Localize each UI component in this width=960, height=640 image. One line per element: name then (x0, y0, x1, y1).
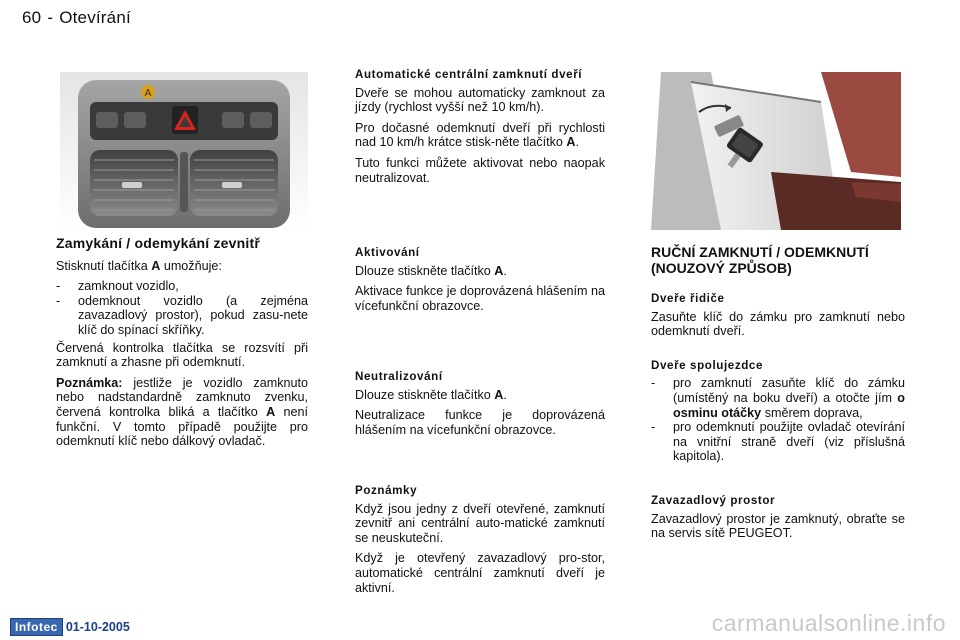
activation-text-2: Aktivace funkce je doprovázená hlášením na vícefunkční obrazovce. (355, 284, 605, 313)
notes-section (355, 484, 605, 601)
neutralization-text-1-post: . (503, 387, 507, 402)
auto-lock-text-2 (355, 121, 605, 150)
indicator-text: Červená kontrolka tlačítka se rozsvítí při zamknutí a zhasne při odemknutí. (56, 340, 308, 370)
footer-date: 01-10-2005 (65, 620, 130, 634)
section-heading-inside-locking: Zamykání / odemykání zevnitř (56, 235, 261, 251)
intro-text (56, 259, 308, 274)
activation-section (355, 246, 605, 319)
neutralization-text-2: Neutralizace funkce je doprovázená hlášením na vícefunkční obrazovce. (355, 408, 605, 437)
infotec-badge: Infotec (10, 618, 63, 636)
button-key-label: A (494, 387, 504, 402)
list-item: - pro odemknutí použijte ovladač otevírání na vnitřní straně dveří (viz příslušná kapitola). (651, 420, 905, 464)
list-item: - odemknout vozidlo (a zejména zavazadlový prostor), pokud zasu-nete klíč do spínací skříňky. (56, 294, 308, 338)
list-item (651, 376, 905, 420)
header-separator: - (47, 8, 54, 27)
button-key-label: A (566, 135, 576, 150)
button-key-label: A (151, 258, 161, 273)
page-title: Otevírání (59, 8, 131, 27)
note-text (56, 376, 308, 449)
left-column (56, 236, 308, 455)
neutralization-section (355, 370, 605, 443)
watermark: carmanualsonline.info (711, 610, 946, 636)
svg-text:A: A (144, 88, 152, 99)
list-item-post: směrem doprava, (764, 405, 863, 420)
note-post: není funkční. V tomto případě použijte pro odemknutí klíč nebo dálkový ovladač. (56, 404, 309, 449)
notes-text-2: Když je otevřený zavazadlový pro-stor, automatické centrální zamknutí dveří je aktivní. (355, 551, 605, 595)
note-key-label: A (266, 404, 276, 419)
intro-pre: Stisknutí tlačítka (56, 258, 148, 273)
notes-text-1: Když jsou jedny z dveří otevřené, zamknutí zevnitř ani centrální auto-matické zamknutí se neuskuteční. (355, 501, 605, 545)
activation-text-1-pre: Dlouze stiskněte tlačítko (355, 263, 491, 278)
passenger-door-heading: Dveře spolujezdce (651, 358, 764, 372)
auto-lock-text-2-pre: Pro dočasné odemknutí dveří při rychlosti nad 10 km/h krátce stisk-něte tlačítko (355, 120, 605, 150)
activation-heading: Aktivování (355, 246, 420, 259)
dashboard-illustration (60, 72, 308, 230)
intro-post: umožňuje: (163, 258, 222, 273)
footer (10, 618, 130, 636)
neutralization-text-1-pre: Dlouze stiskněte tlačítko (355, 387, 491, 402)
activation-text-1-post: . (503, 263, 507, 278)
auto-lock-text-3: Tuto funkci můžete aktivovat nebo naopak neutralizovat. (355, 155, 605, 185)
note-pre: jestliže je vozidlo zamknuto nebo nadstandardně zamknuto zvenku, červená kontrolka bliká a tlačítko (56, 375, 308, 419)
activation-text-1 (355, 264, 605, 279)
neutralization-heading: Neutralizování (355, 370, 443, 383)
passenger-door-list (651, 376, 905, 464)
door-lock-photo (651, 72, 901, 230)
eighth-turn-label: o osminu otáčky (673, 390, 905, 420)
page-number: 60 (22, 8, 42, 27)
auto-lock-heading: Automatické centrální zamknutí dveří (355, 68, 583, 81)
middle-column (355, 68, 605, 191)
page-header (22, 8, 137, 28)
neutralization-text-1 (355, 388, 605, 403)
right-column (651, 244, 905, 547)
auto-lock-text-1: Dveře se mohou automaticky zamknout za jízdy (rychlost vyšší než 10 km/h). (355, 85, 605, 115)
dashboard-photo (60, 72, 308, 230)
trunk-heading: Zavazadlový prostor (651, 493, 776, 507)
lock-options-list (56, 279, 308, 337)
button-key-label: A (494, 263, 504, 278)
driver-door-heading: Dveře řidiče (651, 292, 725, 305)
auto-lock-text-2-post: . (575, 135, 579, 150)
door-lock-illustration (651, 72, 901, 230)
manual-locking-heading: RUČNÍ ZAMKNUTÍ / ODEMKNUTÍ (NOUZOVÝ ZPŮSOB) (651, 244, 869, 276)
note-label: Poznámka: (56, 375, 123, 390)
list-item: - zamknout vozidlo, (56, 279, 308, 294)
trunk-text: Zavazadlový prostor je zamknutý, obraťte se na servis sítě PEUGEOT. (651, 511, 905, 541)
notes-heading: Poznámky (355, 484, 418, 497)
driver-door-text: Zasuňte klíč do zámku pro zamknutí nebo odemknutí dveří. (651, 309, 905, 339)
list-item-pre: pro zamknutí zasuňte klíč do zámku (umístěný na boku dveří) a otočte jím (673, 376, 905, 405)
